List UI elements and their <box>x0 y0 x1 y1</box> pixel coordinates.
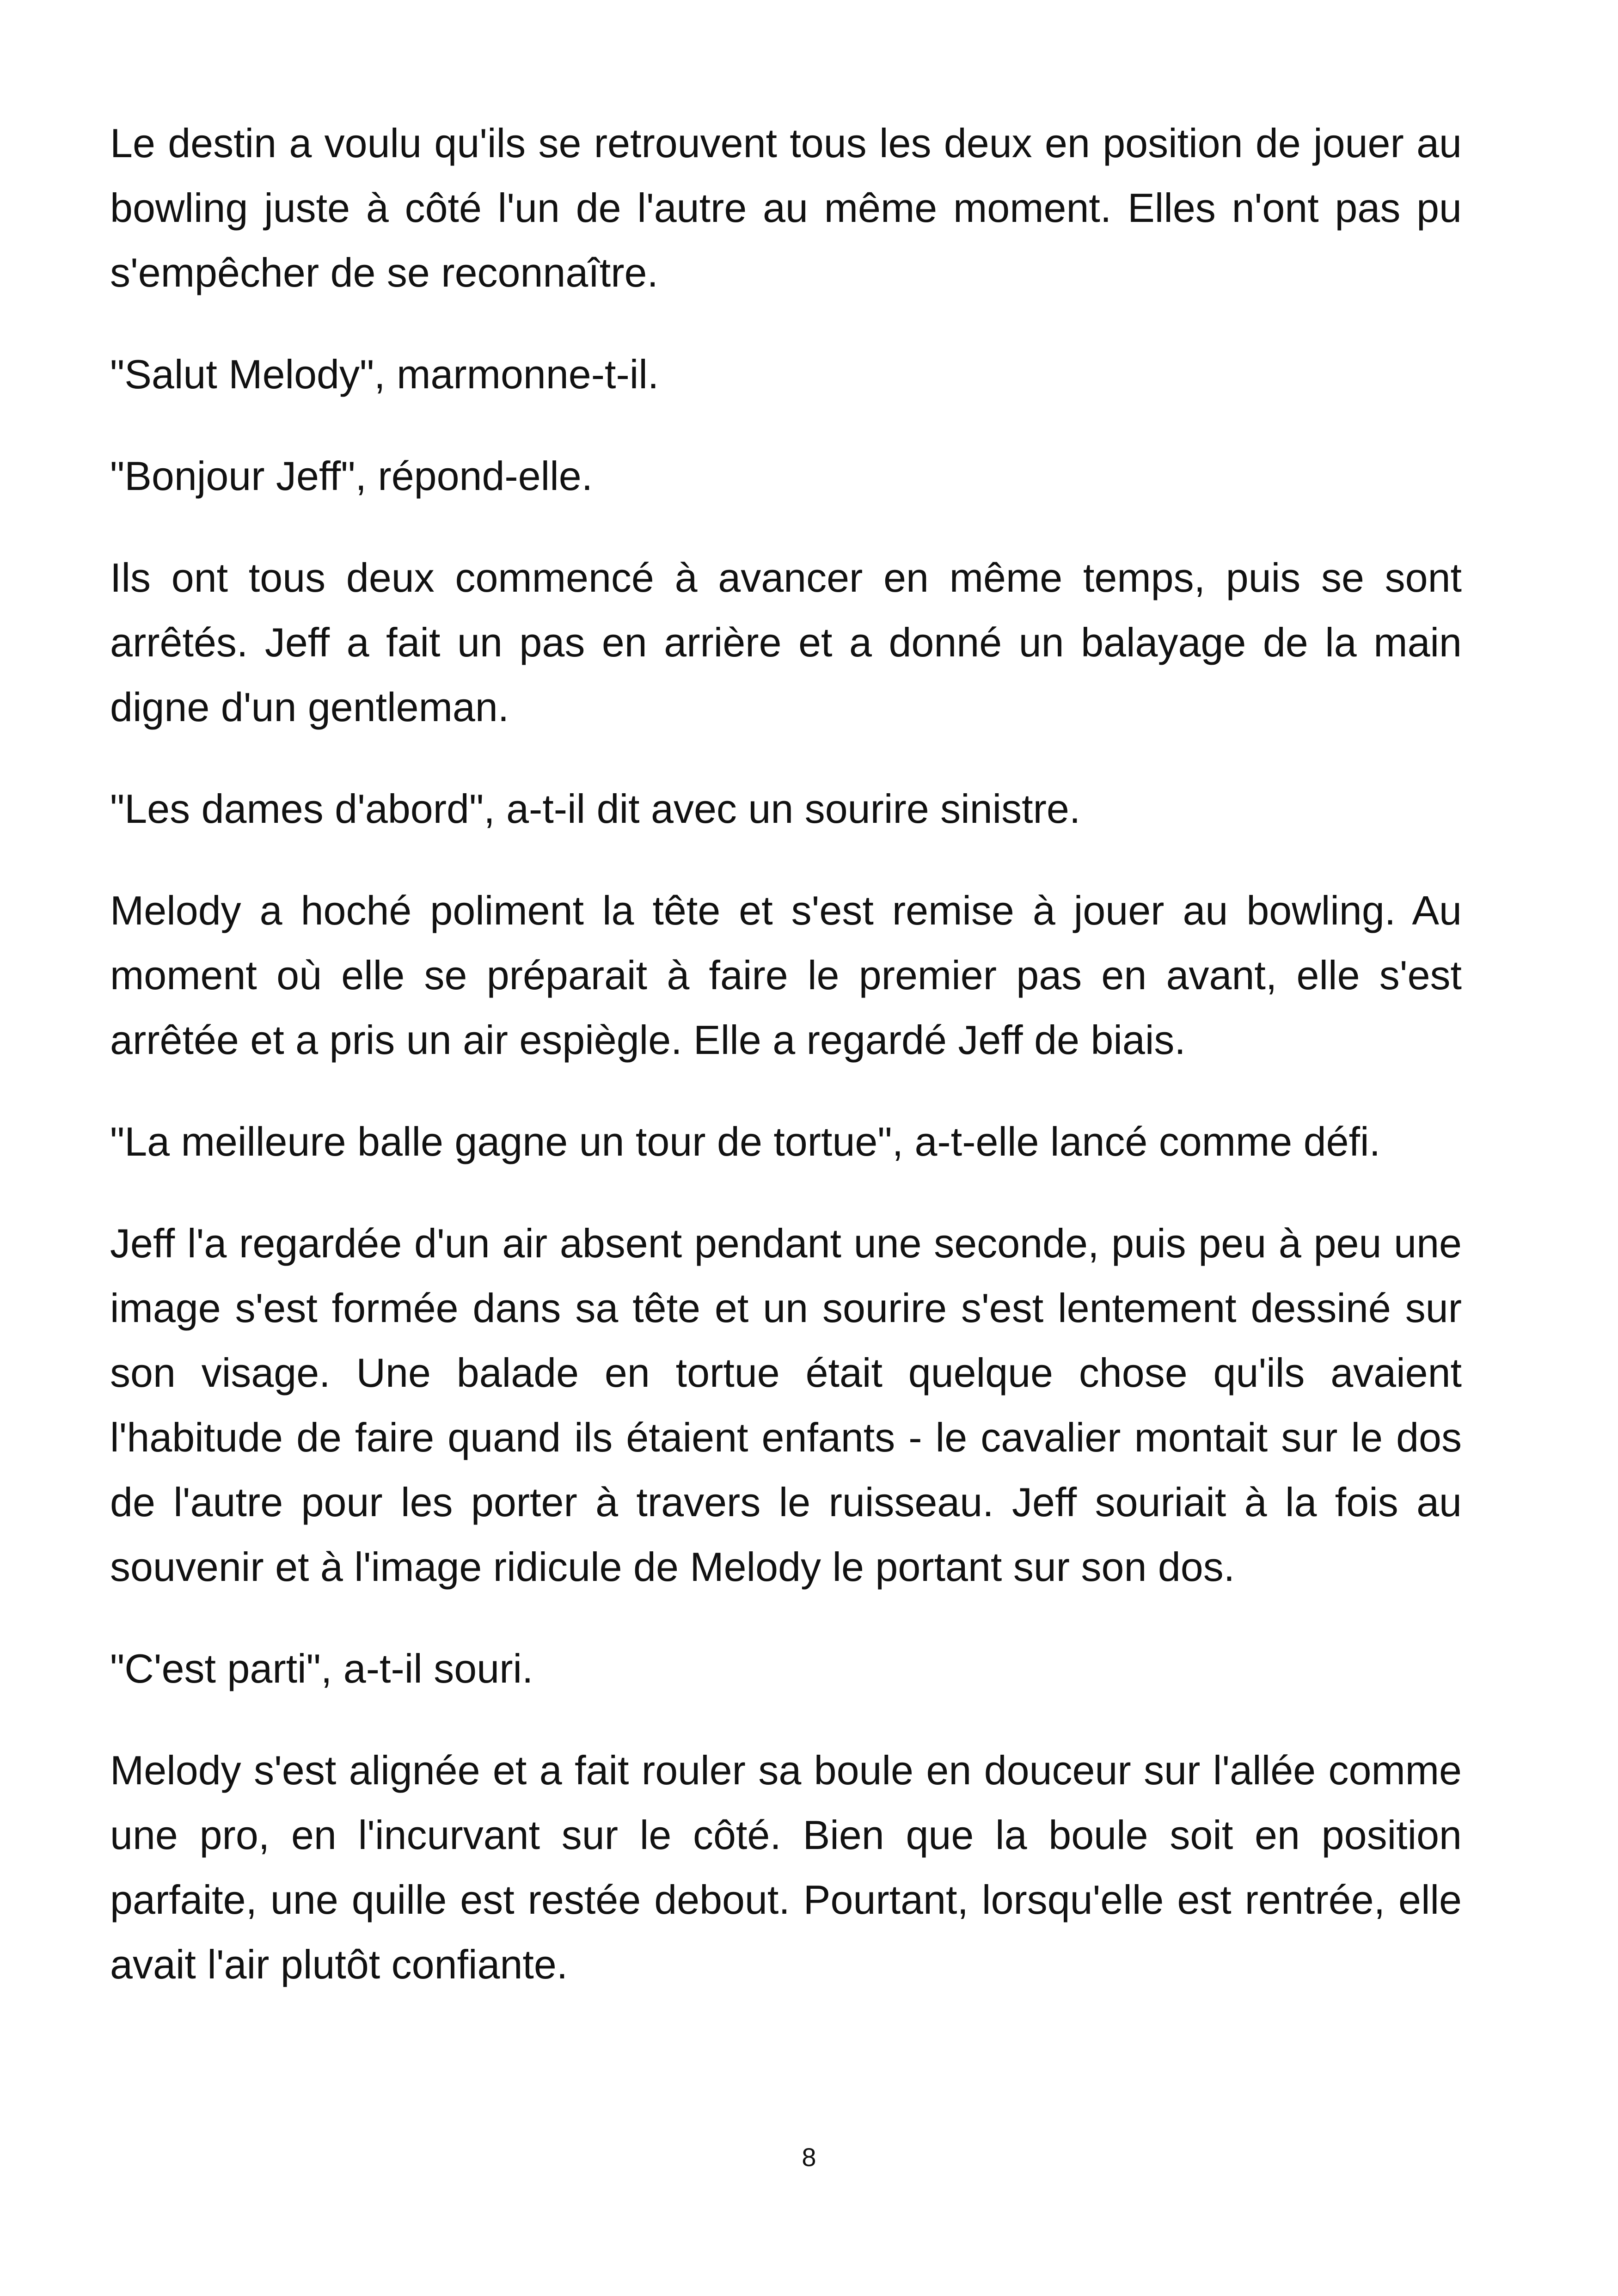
page-number: 8 <box>802 2143 816 2172</box>
paragraph-8: Jeff l'a regardée d'un air absent pendant une seconde, puis peu à peu une image s'est formée dans sa tête et un sourire s'est lentement dessiné sur son visage. Une balade en tortue était quelque chose qu'ils avaient l'habitude de faire quand ils étaient enfants - le cavalier montait sur le dos de l'autre pour les porter à travers le ruisseau. Jeff souriait à la fois au souvenir et à l'image ridicule de Melody le portant sur son dos. <box>110 1220 1462 1590</box>
body-text <box>110 111 1462 2034</box>
paragraph-5: "Les dames d'abord", a-t-il dit avec un sourire sinistre. <box>110 786 1081 832</box>
paragraph-10: Melody s'est alignée et a fait rouler sa boule en douceur sur l'allée comme une pro, en l'incurvant sur le côté. Bien que la boule soit en position parfaite, une quille est restée debout. Pourtant, lorsqu'elle est rentrée, elle avait l'air plutôt confiante. <box>110 1747 1462 1987</box>
paragraph-6: Melody a hoché poliment la tête et s'est remise à jouer au bowling. Au moment où elle se préparait à faire le premier pas en avant, elle s'est arrêtée et a pris un air espiègle. Elle a regardé Jeff de biais. <box>110 888 1462 1063</box>
paragraph-2: "Salut Melody", marmonne-t-il. <box>110 351 659 397</box>
paragraph-4: Ils ont tous deux commencé à avancer en même temps, puis se sont arrêtés. Jeff a fait un pas en arrière et a donné un balayage de la main digne d'un gentleman. <box>110 555 1462 730</box>
paragraph-9: "C'est parti", a-t-il souri. <box>110 1646 533 1691</box>
paragraph-1: Le destin a voulu qu'ils se retrouvent tous les deux en position de jouer au bowling juste à côté l'un de l'autre au même moment. Elles n'ont pas pu s'empêcher de se reconnaître. <box>110 120 1462 295</box>
paragraph-3: "Bonjour Jeff", répond-elle. <box>110 453 593 499</box>
paragraph-7: "La meilleure balle gagne un tour de tortue", a-t-elle lancé comme défi. <box>110 1119 1381 1164</box>
